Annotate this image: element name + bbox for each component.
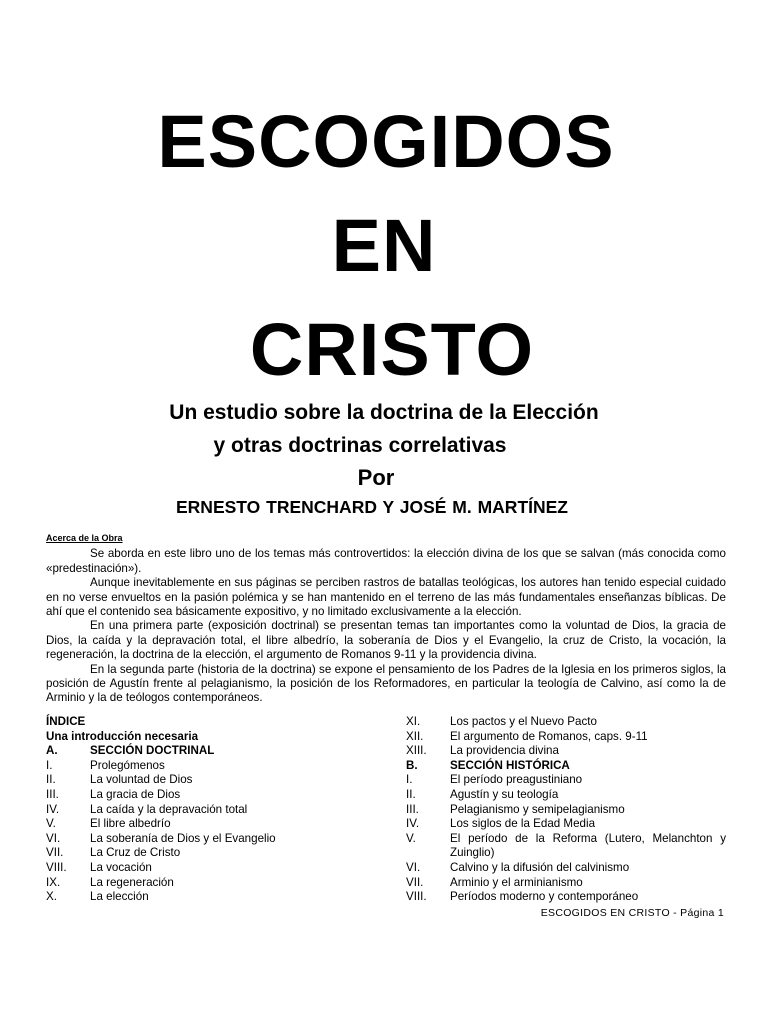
toc-entry-label: Pelagianismo y semipelagianismo bbox=[450, 802, 625, 816]
toc-entry-number: VI. bbox=[46, 831, 61, 845]
about-paragraph: En la segunda parte (historia de la doctrina) se expone el pensamiento de los Padres de la Iglesia en los primeros siglos, la posición de Agustín frente al pelagianismo, la posición de los Reformadores, en particular la teología de Calvino, así como la de Arminio y la de teólogos contemporáneos. bbox=[46, 662, 726, 705]
toc-entry-number: I. bbox=[46, 758, 53, 772]
toc-entry-number: III. bbox=[406, 802, 419, 816]
toc-entry-label: La caída y la depravación total bbox=[90, 802, 248, 816]
toc-entry-number: VII. bbox=[406, 875, 424, 889]
toc-entry bbox=[406, 744, 726, 759]
about-paragraph: En una primera parte (exposición doctrinal) se presentan temas tan importantes como la voluntad de Dios, la gracia de Dios, la caída y la depravación total, el libre albedrío, la soberanía de Dios y el Evangelio, la cruz de Cristo, la vocación, la regeneración, la doctrina de la elección, el argumento de Romanos 9-11 y la providencia divina. bbox=[46, 619, 726, 662]
toc-entry-label: Los siglos de la Edad Media bbox=[450, 817, 596, 831]
toc-entry-number: VII. bbox=[46, 846, 64, 860]
toc-entry bbox=[406, 861, 726, 876]
toc-entry-number: III. bbox=[46, 787, 59, 801]
about-paragraph: Aunque inevitablemente en sus páginas se perciben rastros de batallas teológicas, los autores han tenido especial cuidado en no verse envueltos en la pasión polémica y se han mantenido en el terreno de las más fundamentales enseñanzas bíblicas. De ahí que el contenido sea básicamente expositivo, y no limitado exclusivamente a la elección. bbox=[46, 576, 726, 619]
toc-entry-number: IX. bbox=[46, 875, 61, 889]
toc-entry-label: La vocación bbox=[90, 860, 152, 874]
toc-entry-label: El período de la Reforma (Lutero, Melanchton y Zuinglio) bbox=[450, 831, 726, 860]
toc-entry-label: La elección bbox=[90, 890, 149, 904]
toc-right-column bbox=[406, 715, 726, 905]
toc-entry bbox=[46, 744, 366, 759]
toc-entry bbox=[46, 817, 366, 832]
title-line-3: CRISTO bbox=[249, 308, 535, 391]
about-heading: Acerca de la Obra bbox=[46, 533, 123, 543]
toc-entry bbox=[46, 861, 366, 876]
toc-entry-label: Agustín y su teología bbox=[450, 787, 559, 801]
toc-entry-label: La voluntad de Dios bbox=[90, 773, 193, 787]
toc-entry-label: El período preagustiniano bbox=[450, 773, 583, 787]
toc-entry bbox=[46, 832, 366, 847]
toc-entry-number: VIII. bbox=[46, 860, 67, 874]
toc-entry-number: V. bbox=[46, 817, 56, 831]
toc-entry-number: B. bbox=[406, 758, 418, 772]
toc-entry-number: IV. bbox=[406, 817, 420, 831]
toc-entry bbox=[46, 788, 366, 803]
toc-entry bbox=[406, 759, 726, 774]
toc-entry-label: Períodos moderno y contemporáneo bbox=[450, 890, 639, 904]
toc-entry-label: La gracia de Dios bbox=[90, 787, 181, 801]
toc-entry-label: Calvino y la difusión del calvinismo bbox=[450, 860, 630, 874]
toc-entry-label: La regeneración bbox=[90, 875, 174, 889]
toc-entry bbox=[406, 876, 726, 891]
toc-entry bbox=[46, 876, 366, 891]
about-section bbox=[46, 531, 726, 706]
toc-entry-number: XII. bbox=[406, 729, 424, 743]
toc-entry bbox=[406, 890, 726, 905]
toc-entry-number: IV. bbox=[46, 802, 60, 816]
toc-entry-label: La soberanía de Dios y el Evangelio bbox=[90, 831, 276, 845]
about-paragraph: Se aborda en este libro uno de los temas más controvertidos: la elección divina de los que se salvan (más conocida como «predestinación»). bbox=[46, 547, 726, 575]
toc-entry-number: II. bbox=[46, 773, 56, 787]
toc-entry bbox=[406, 715, 726, 730]
toc-entry bbox=[406, 817, 726, 832]
toc-entry-label: Prolegómenos bbox=[90, 758, 165, 772]
toc-entry-number: I. bbox=[406, 773, 413, 787]
toc-entry-label: SECCIÓN HISTÓRICA bbox=[450, 758, 570, 772]
toc-entry-label: Arminio y el arminianismo bbox=[450, 875, 583, 889]
toc-entry-label: Los pactos y el Nuevo Pacto bbox=[450, 715, 597, 728]
toc-entry bbox=[46, 803, 366, 818]
toc-entry bbox=[406, 773, 726, 788]
toc-heading: ÍNDICE bbox=[46, 715, 86, 728]
toc-entry bbox=[406, 788, 726, 803]
toc-entry bbox=[406, 803, 726, 818]
subtitle-line-2: y otras doctrinas correlativas bbox=[213, 434, 507, 457]
toc-entry-number: II. bbox=[406, 787, 416, 801]
toc-entry-label: La Cruz de Cristo bbox=[90, 846, 181, 860]
toc-entry-number: VIII. bbox=[406, 890, 427, 904]
toc-entry bbox=[46, 846, 366, 861]
page-footer: ESCOGIDOS EN CRISTO - Página 1 bbox=[540, 907, 724, 919]
toc-entry bbox=[46, 759, 366, 774]
toc-entry-number: A. bbox=[46, 744, 58, 758]
title-line-2: EN bbox=[331, 204, 437, 287]
subtitle-line-1: Un estudio sobre la doctrina de la Elección bbox=[169, 401, 599, 424]
toc-entry-number: XI. bbox=[406, 715, 421, 728]
by-label: Por bbox=[357, 465, 395, 490]
toc-entry-label: El argumento de Romanos, caps. 9-11 bbox=[450, 729, 648, 743]
authors: ERNESTO TRENCHARD Y JOSÉ M. MARTÍNEZ bbox=[176, 497, 568, 517]
toc-entry-number: XIII. bbox=[406, 744, 427, 758]
toc-entry-label: La providencia divina bbox=[450, 744, 559, 758]
toc-left-column bbox=[46, 715, 366, 905]
toc-entry-number: X. bbox=[46, 890, 57, 904]
toc-entry bbox=[46, 890, 366, 905]
toc-entry-number: VI. bbox=[406, 860, 421, 874]
book-title bbox=[0, 90, 768, 402]
toc-entry-label: El libre albedrío bbox=[90, 817, 171, 831]
toc-entry bbox=[406, 730, 726, 745]
toc-entry bbox=[406, 832, 726, 861]
title-line-1: ESCOGIDOS bbox=[157, 100, 615, 183]
toc-intro: Una introducción necesaria bbox=[46, 729, 199, 743]
toc-entry-number: V. bbox=[406, 831, 416, 845]
toc-entry bbox=[46, 773, 366, 788]
toc-entry-label: SECCIÓN DOCTRINAL bbox=[90, 744, 215, 758]
